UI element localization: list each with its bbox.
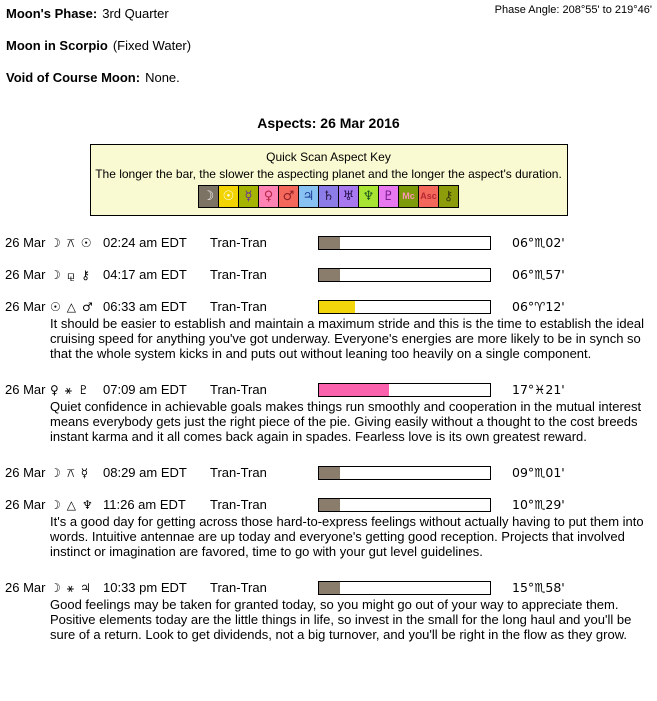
aspect-degree: 10°♏29' xyxy=(512,497,565,512)
duration-bar xyxy=(318,498,491,512)
phase-angle: Phase Angle: 208°55' to 219°46' xyxy=(494,4,652,16)
uranus-icon: ♅ xyxy=(339,186,358,207)
aspect-type: Tran-Tran xyxy=(210,497,267,512)
duration-bar-fill xyxy=(319,237,340,249)
quincunx-icon: ⚻ xyxy=(66,236,75,250)
aspect-time: 08:29 am EDT xyxy=(103,465,187,480)
aspect-row xyxy=(0,267,657,283)
mercury-icon: ☿ xyxy=(239,186,258,207)
aspect-date: 26 Mar xyxy=(5,465,46,480)
chiron-icon: ⚷ xyxy=(81,268,90,282)
sun-icon: ☉ xyxy=(80,236,92,250)
aspect-time: 10:33 pm EDT xyxy=(103,580,187,595)
duration-bar xyxy=(318,236,491,250)
aspect-glyphs xyxy=(50,580,91,596)
aspect-glyphs xyxy=(50,497,93,513)
duration-bar xyxy=(318,466,491,480)
moon-icon: ☽ xyxy=(50,498,61,512)
aspect-row xyxy=(0,382,657,444)
pluto-icon: ♇ xyxy=(78,383,89,397)
aspect-degree: 17°♓21' xyxy=(512,382,565,397)
duration-bar-fill xyxy=(319,467,340,479)
aspect-date: 26 Mar xyxy=(5,235,46,250)
neptune-icon: ♆ xyxy=(359,186,378,207)
void-of-course-value: None. xyxy=(145,70,180,85)
aspect-description: Quiet confidence in achievable goals makes things run smoothly and cooperation in the mutual interest means everybody gets just the right piece of the pie. Giving easily without a thought to the cost breeds instant karma and it all comes back again in spades. Fearless love is its own greatest reward. xyxy=(50,399,642,444)
aspect-type: Tran-Tran xyxy=(210,382,267,397)
venus-icon: ♀ xyxy=(50,383,59,397)
aspect-type: Tran-Tran xyxy=(210,235,267,250)
jupiter-icon: ♃ xyxy=(79,581,91,595)
midheaven-icon: Mc xyxy=(399,186,418,207)
sun-icon: ☉ xyxy=(219,186,238,207)
planet-key-strip xyxy=(198,185,459,208)
aspect-date: 26 Mar xyxy=(5,267,46,282)
aspect-glyphs xyxy=(50,299,93,315)
aspect-glyphs xyxy=(50,382,89,398)
page-title: Aspects: 26 Mar 2016 xyxy=(257,115,400,131)
venus-icon: ♀ xyxy=(259,186,278,207)
sun-icon: ☉ xyxy=(50,300,61,314)
sextile-icon: ⚹ xyxy=(64,383,72,397)
sextile-icon: ⚹ xyxy=(66,581,74,595)
duration-bar xyxy=(318,268,491,282)
aspect-degree: 15°♏58' xyxy=(512,580,565,595)
moons-phase-value: 3rd Quarter xyxy=(102,6,169,21)
moon-sign-element: (Fixed Water) xyxy=(112,38,192,53)
duration-bar-fill xyxy=(319,384,389,396)
aspect-type: Tran-Tran xyxy=(210,465,267,480)
aspect-time: 11:26 am EDT xyxy=(103,497,186,512)
trine-icon: △ xyxy=(66,300,76,314)
aspect-date: 26 Mar xyxy=(5,580,46,595)
duration-bar xyxy=(318,383,491,397)
aspect-degree: 06°♏57' xyxy=(512,267,565,282)
chiron-icon: ⚷ xyxy=(439,186,458,207)
aspect-date: 26 Mar xyxy=(5,497,46,512)
aspect-key-subtitle: The longer the bar, the slower the aspecting planet and the longer the aspect's duration. xyxy=(95,167,562,181)
duration-bar-fill xyxy=(319,301,355,313)
moon-sign-line xyxy=(6,38,191,53)
aspect-date: 26 Mar xyxy=(5,382,46,397)
aspect-row xyxy=(0,580,657,642)
aspect-date: 26 Mar xyxy=(5,299,46,314)
void-of-course-line xyxy=(6,70,180,85)
ascendant-icon: Asc xyxy=(419,186,438,207)
aspect-glyphs xyxy=(50,267,90,283)
jupiter-icon: ♃ xyxy=(299,186,318,207)
duration-bar xyxy=(318,300,491,314)
moon-icon: ☽ xyxy=(50,581,61,595)
aspect-degree: 06°♏02' xyxy=(512,235,565,250)
aspect-row xyxy=(0,497,657,559)
duration-bar-fill xyxy=(319,582,340,594)
mars-icon: ♂ xyxy=(279,186,298,207)
pluto-icon: ♇ xyxy=(379,186,398,207)
aspect-key-title: Quick Scan Aspect Key xyxy=(266,150,391,164)
moon-sign-label: Moon in Scorpio xyxy=(6,38,108,53)
moon-icon: ☽ xyxy=(199,186,218,207)
aspect-type: Tran-Tran xyxy=(210,267,267,282)
aspect-time: 07:09 am EDT xyxy=(103,382,187,397)
aspect-list xyxy=(0,235,657,642)
moons-phase-line xyxy=(6,6,169,21)
mars-icon: ♂ xyxy=(82,300,93,314)
quincunx-icon: ⚻ xyxy=(66,466,75,480)
duration-bar-fill xyxy=(319,499,340,511)
aspect-glyphs xyxy=(50,235,92,251)
aspect-description: It's a good day for getting across those hard-to-express feelings without actually having to put them into words. Intuitive antennae are up today and everyone's getting good reception. Projects that involved instinct or imagination are favored, time to go with your gut level guidelines. xyxy=(50,514,644,559)
duration-bar xyxy=(318,581,491,595)
moon-icon: ☽ xyxy=(50,236,61,250)
aspect-glyphs xyxy=(50,465,88,481)
moon-icon: ☽ xyxy=(50,268,61,282)
quick-scan-aspect-key xyxy=(90,144,568,216)
aspect-description: Good feelings may be taken for granted today, so you might go out of your way to appreciate them. Positive elements today are the little things in life, so invest in the small for the long haul and you'll be sure of a return. Look to get dividends, not a big turnover, and you'll be right in the flow as they grow. xyxy=(50,597,632,642)
moons-phase-label: Moon's Phase: xyxy=(6,6,98,21)
neptune-icon: ♆ xyxy=(82,498,93,512)
aspect-row xyxy=(0,299,657,361)
aspect-degree: 09°♏01' xyxy=(512,465,565,480)
void-of-course-label: Void of Course Moon: xyxy=(6,70,141,85)
duration-bar-fill xyxy=(319,269,340,281)
aspect-row xyxy=(0,465,657,481)
saturn-icon: ♄ xyxy=(319,186,338,207)
aspect-description: It should be easier to establish and maintain a maximum stride and this is the time to establish the ideal cruising speed for anything you've got underway. Everyone's energies are more likely to be in synch so that the whole system kicks in and puts out without leaning too heavily on a single component. xyxy=(50,316,644,361)
mercury-icon: ☿ xyxy=(80,466,89,480)
aspect-degree: 06°♈12' xyxy=(512,299,565,314)
moon-icon: ☽ xyxy=(50,466,61,480)
aspect-row xyxy=(0,235,657,251)
aspect-time: 02:24 am EDT xyxy=(103,235,187,250)
sesquiquadrate-icon: ⚼ xyxy=(66,268,76,282)
aspect-type: Tran-Tran xyxy=(210,299,267,314)
trine-icon: △ xyxy=(66,498,76,512)
aspect-type: Tran-Tran xyxy=(210,580,267,595)
aspect-time: 06:33 am EDT xyxy=(103,299,187,314)
aspect-time: 04:17 am EDT xyxy=(103,267,187,282)
report-header xyxy=(0,0,657,100)
